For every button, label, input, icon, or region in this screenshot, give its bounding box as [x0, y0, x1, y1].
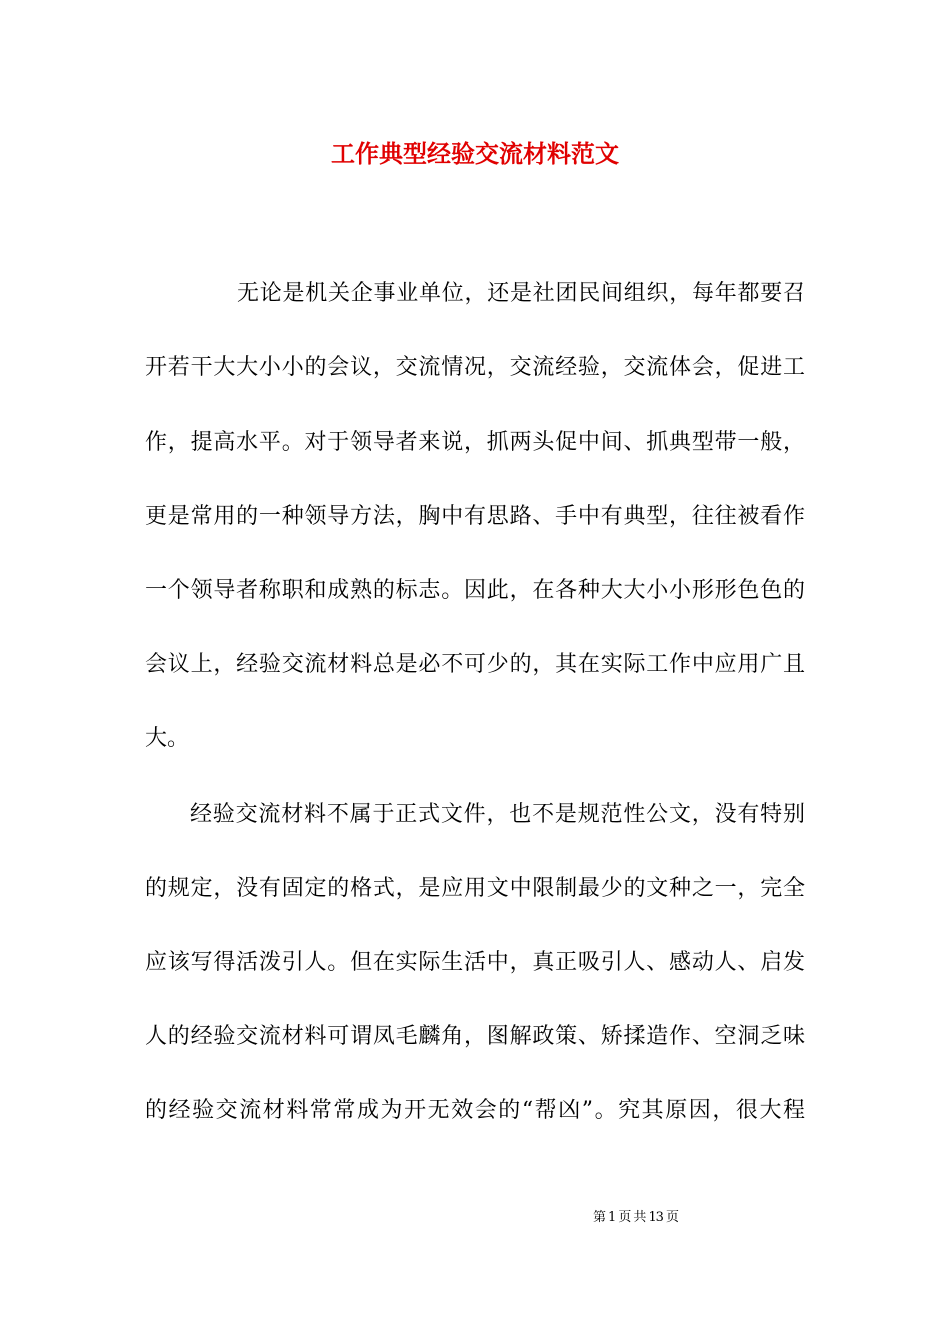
line-text: 会议上，经验交流材料总是必不可少的，其在实际工作中应用广且 — [145, 652, 806, 677]
text-line — [0, 497, 950, 537]
line-text: 一个领导者称职和成熟的标志。因此，在各种大大小小形形色色的 — [145, 578, 806, 603]
page-footer — [0, 1206, 950, 1230]
text-line — [0, 719, 950, 759]
text-line — [0, 869, 950, 909]
text-line — [0, 795, 950, 835]
line-text: 无论是机关企事业单位，还是社团民间组织，每年都要召 — [237, 281, 806, 306]
line-text: 人的经验交流材料可谓凤毛麟角，图解政策、矫揉造作、空洞乏味 — [145, 1024, 806, 1049]
text-line — [0, 1091, 950, 1131]
line-text: 经验交流材料不属于正式文件，也不是规范性公文，没有特别 — [190, 802, 806, 827]
text-line — [0, 571, 950, 611]
line-text: 大。 — [145, 726, 190, 751]
line-text: 开若干大大小小的会议，交流情况，交流经验，交流体会，促进工 — [145, 355, 806, 380]
line-text: 更是常用的一种领导方法，胸中有思路、手中有典型，往往被看作 — [145, 504, 806, 529]
text-line — [0, 423, 950, 463]
page-title: 工作典型经验交流材料范文 — [331, 139, 619, 168]
page-number-label: 第 1 页 共 13 页 — [593, 1210, 678, 1225]
text-line — [0, 645, 950, 685]
text-line — [0, 943, 950, 983]
line-text: 作，提高水平。对于领导者来说，抓两头促中间、抓典型带一般， — [145, 430, 806, 455]
line-text: 的经验交流材料常常成为开无效会的“帮凶”。究其原因，很大程 — [145, 1098, 807, 1123]
text-line — [0, 348, 950, 388]
line-text: 应该写得活泼引人。但在实际生活中，真正吸引人、感动人、启发 — [145, 950, 806, 975]
text-line — [0, 274, 950, 314]
line-text: 的规定，没有固定的格式，是应用文中限制最少的文种之一，完全 — [145, 876, 806, 901]
text-line — [0, 1017, 950, 1057]
